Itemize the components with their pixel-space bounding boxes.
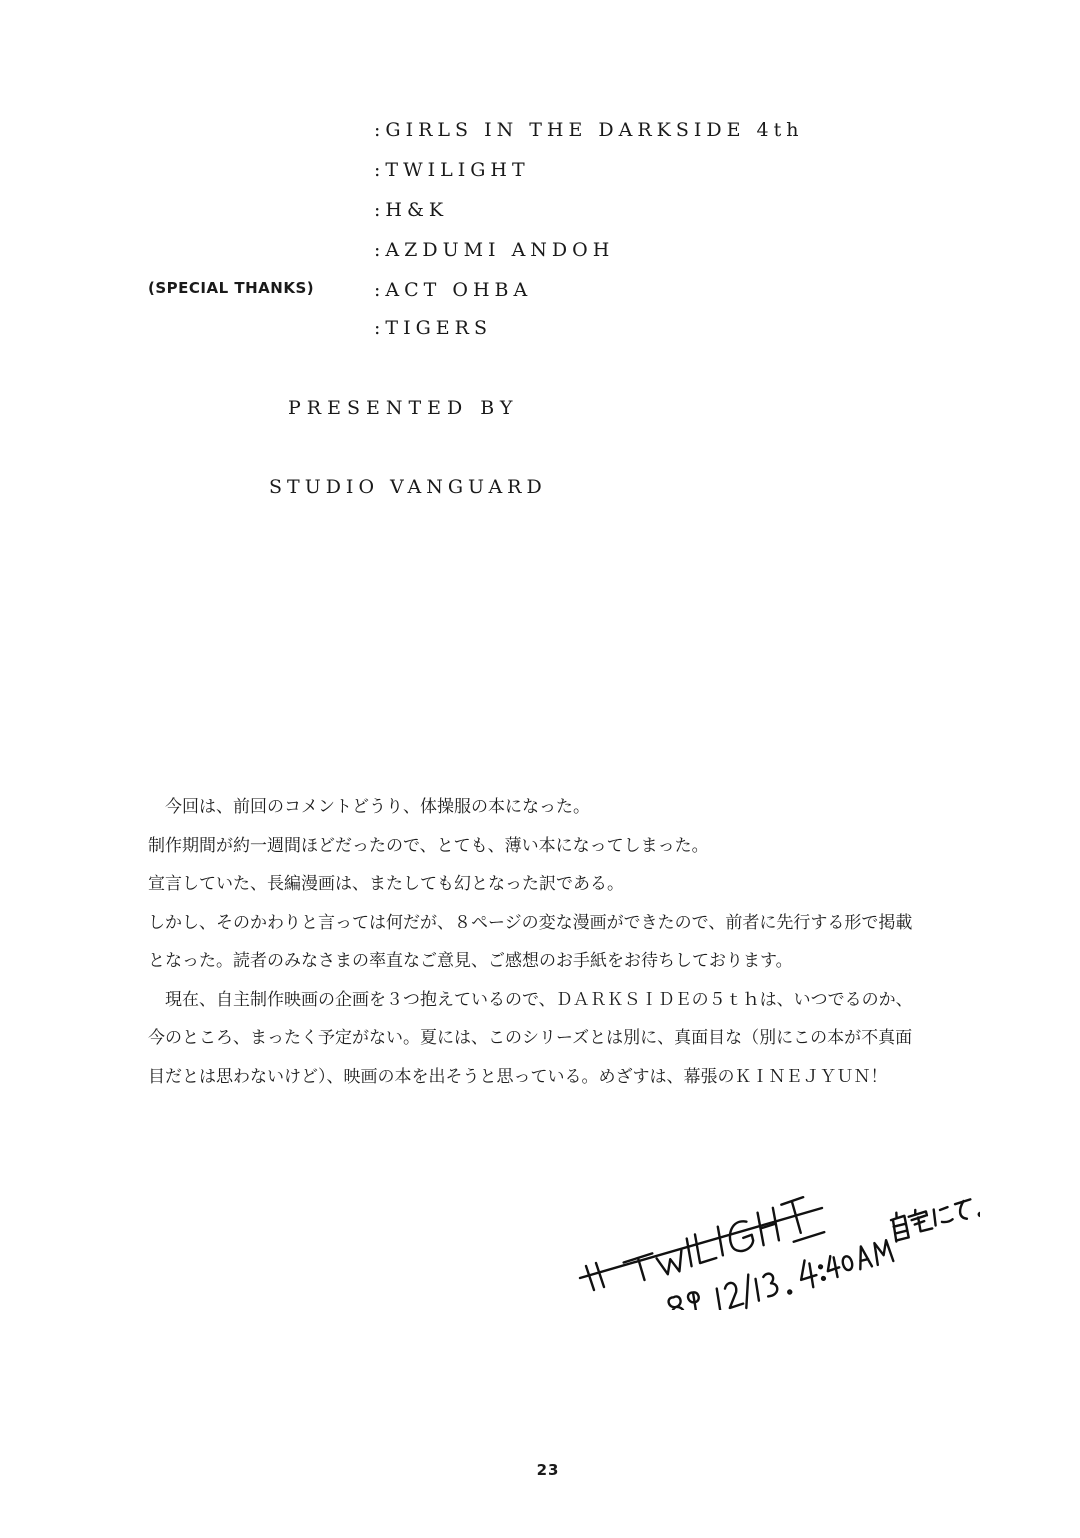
- message-line: 目だとは思わないけど）、映画の本を出そうと思っている。めざすは、幕張のＫＩＮＥＪＹＵＮ！: [148, 1066, 888, 1087]
- credit-value: :TIGERS: [374, 317, 492, 339]
- message-line: しかし、そのかわりと言っては何だが、８ページの変な漫画ができたので、前者に先行する形で掲載: [148, 912, 913, 933]
- handwritten-signature: [560, 1150, 980, 1310]
- credit-value: :H&K: [374, 199, 449, 221]
- message-line: 宣言していた、長編漫画は、またしても幻となった訳である。: [148, 874, 624, 894]
- message-line: 今のところ、まったく予定がない。夏には、このシリーズとは別に、真面目な（別にこの本が不真面: [148, 1028, 913, 1048]
- afterword-text: [148, 788, 986, 1096]
- page-number: 23: [536, 1461, 560, 1479]
- credit-value: :ACT OHBA: [374, 279, 533, 301]
- message-line: となった。読者のみなさまの率直なご意見、ご感想のお手紙をお待ちしております。: [148, 951, 793, 971]
- message-line: 現在、自主制作映画の企画を３つ抱えているので、ＤＡＲＫＳＩＤＥの５ｔｈは、いつでるのか、: [148, 989, 913, 1010]
- credit-value: :AZDUMI ANDOH: [374, 239, 615, 261]
- studio-name: STUDIO VANGUARD: [269, 476, 547, 498]
- presented-by: PRESENTED BY: [288, 397, 519, 419]
- message-line: 制作期間が約一週間ほどだったので、とても、薄い本になってしまった。: [148, 835, 709, 856]
- message-line: 今回は、前回のコメントどうり、体操服の本になった。: [148, 797, 590, 817]
- credit-value: :TWILIGHT: [374, 159, 530, 181]
- credit-label: (SPECIAL THANKS): [148, 279, 315, 297]
- credit-value: :GIRLS IN THE DARKSIDE 4th: [374, 119, 804, 141]
